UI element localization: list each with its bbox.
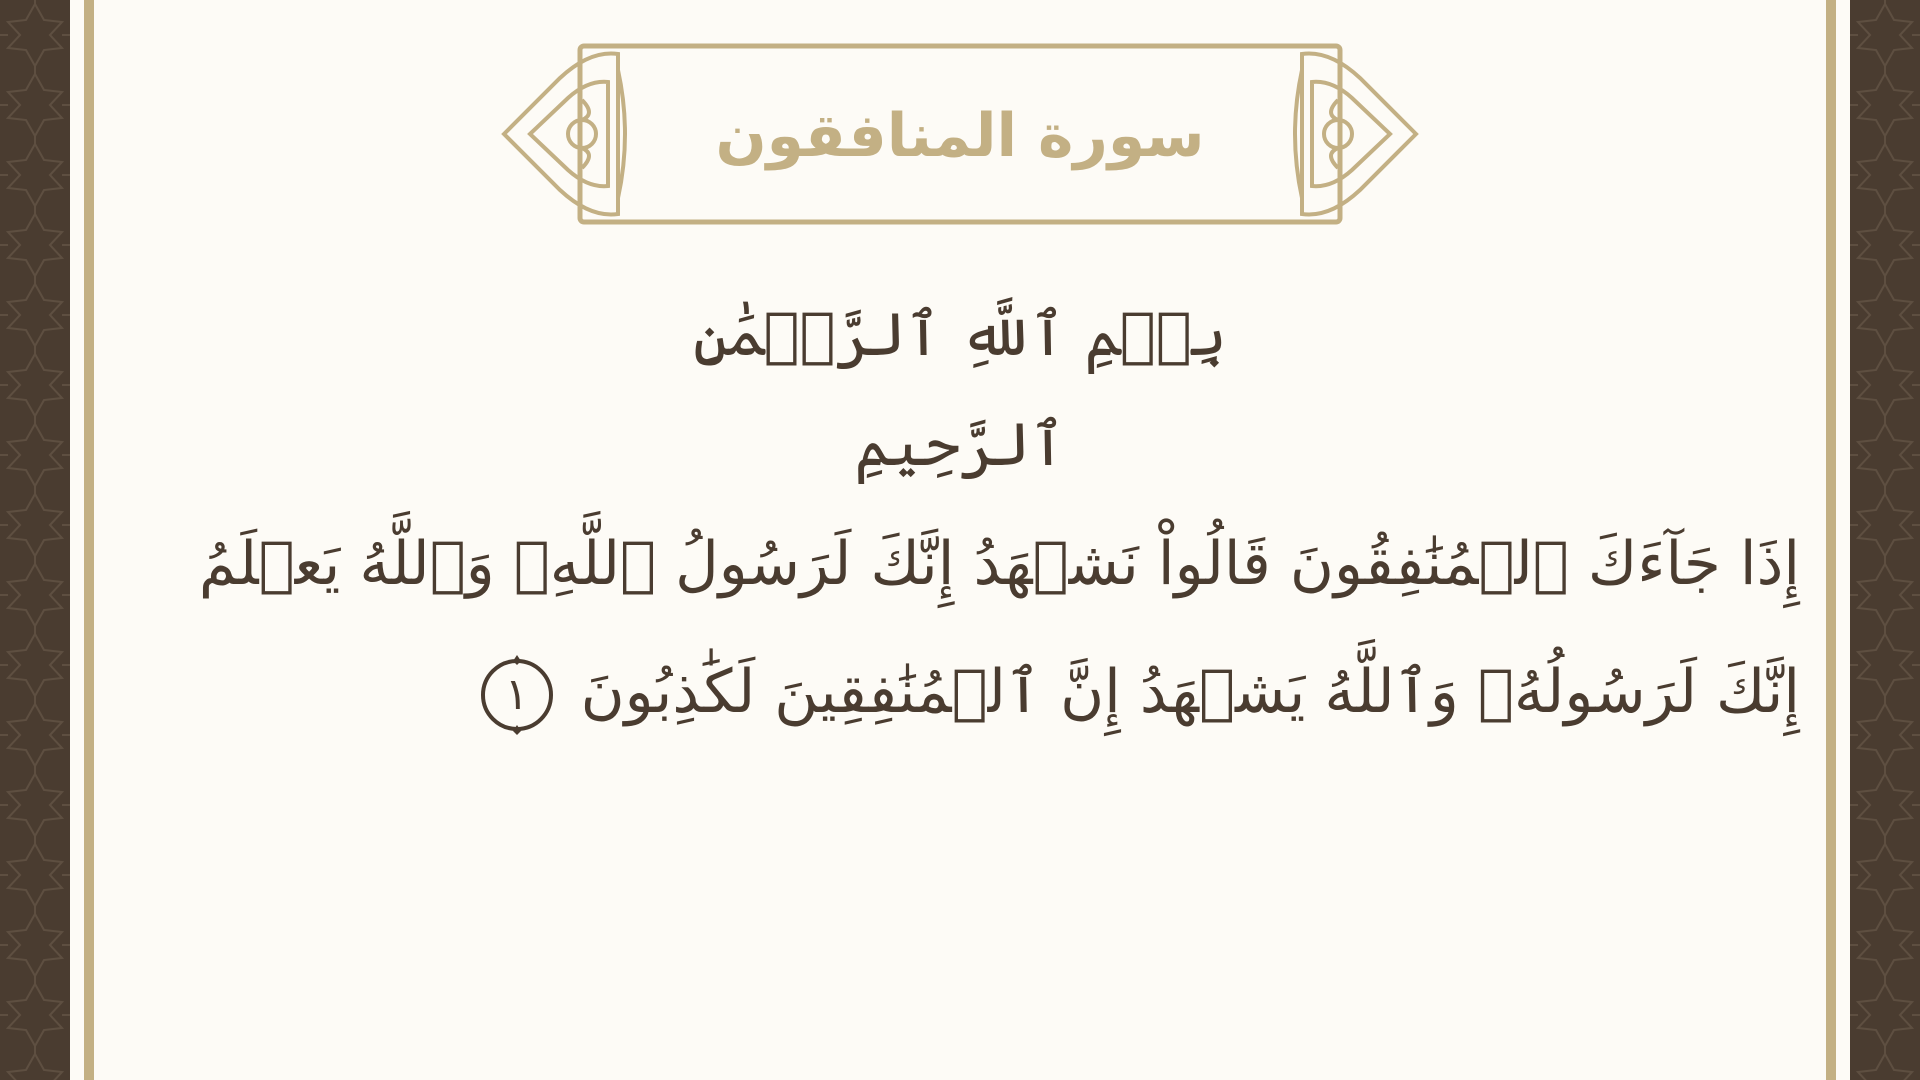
geometric-pattern-icon bbox=[1850, 0, 1920, 1080]
basmala: بِسۡمِ ٱللَّهِ ٱلرَّحۡمَٰنِ ٱلرَّحِيمِ bbox=[693, 300, 1227, 480]
ayah-end-marker bbox=[475, 653, 559, 737]
right-patterned-border bbox=[1850, 0, 1920, 1080]
right-gold-rule bbox=[1826, 0, 1836, 1080]
verse-line-2-text: إِنَّكَ لَرَسُولُهُۥ وَٱللَّهُ يَشۡهَدُ إِنَّ ٱلۡمُنَٰفِقِينَ لَكَٰذِبُونَ bbox=[580, 657, 1800, 727]
verse-line-2 bbox=[370, 628, 1800, 756]
surah-title-banner bbox=[500, 40, 1420, 228]
verse-line-1: إِذَا جَآءَكَ ٱلۡمُنَٰفِقُونَ قَالُواْ نَشۡهَدُ إِنَّكَ لَرَسُولُ ٱللَّهِۗ وَٱللَّهُ يَعۡلَمُ bbox=[198, 529, 1800, 599]
ayah-number: ١ bbox=[504, 669, 529, 721]
surah-title: سورة المنافقون bbox=[715, 101, 1205, 171]
left-gold-rule bbox=[84, 0, 94, 1080]
verse-text bbox=[198, 500, 1800, 756]
geometric-pattern-icon bbox=[0, 0, 70, 1080]
left-patterned-border bbox=[0, 0, 70, 1080]
